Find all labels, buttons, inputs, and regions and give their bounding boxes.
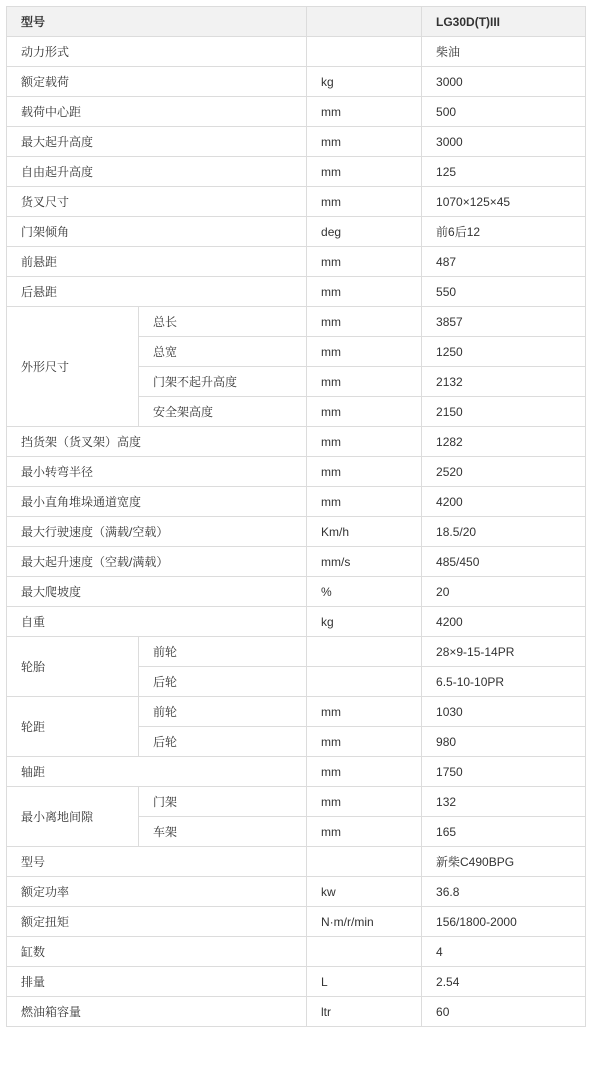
table-row <box>7 217 586 247</box>
table-row <box>7 697 586 727</box>
table-row <box>7 157 586 187</box>
spec-name-cell: 额定载荷 <box>7 67 307 97</box>
spec-value-cell: 125 <box>422 157 586 187</box>
table-row <box>7 187 586 217</box>
spec-unit-cell: mm <box>307 187 422 217</box>
spec-unit-cell: mm <box>307 817 422 847</box>
spec-name-cell: 货叉尺寸 <box>7 187 307 217</box>
spec-value-cell: 2.54 <box>422 967 586 997</box>
spec-value-cell: 3000 <box>422 127 586 157</box>
spec-name-cell: 动力形式 <box>7 37 307 67</box>
spec-subname-cell: 前轮 <box>139 697 307 727</box>
spec-value-cell: 20 <box>422 577 586 607</box>
spec-value-cell: 6.5-10-10PR <box>422 667 586 697</box>
spec-unit-cell: N·m/r/min <box>307 907 422 937</box>
spec-name-cell: 型号 <box>7 847 307 877</box>
spec-unit-cell <box>307 37 422 67</box>
table-row <box>7 787 586 817</box>
spec-unit-cell <box>307 937 422 967</box>
table-row <box>7 847 586 877</box>
spec-group-cell: 外形尺寸 <box>7 307 139 427</box>
spec-name-cell: 燃油箱容量 <box>7 997 307 1027</box>
spec-unit-cell: mm <box>307 757 422 787</box>
spec-unit-cell: mm <box>307 367 422 397</box>
spec-value-cell: 4200 <box>422 487 586 517</box>
spec-unit-cell <box>307 667 422 697</box>
spec-name-cell: 最大起升高度 <box>7 127 307 157</box>
spec-group-cell: 最小离地间隙 <box>7 787 139 847</box>
spec-value-cell: 1070×125×45 <box>422 187 586 217</box>
spec-subname-cell: 后轮 <box>139 727 307 757</box>
table-row <box>7 757 586 787</box>
spec-unit-cell: mm <box>307 487 422 517</box>
table-row <box>7 67 586 97</box>
header-model-cell: LG30D(T)III <box>422 7 586 37</box>
spec-name-cell: 载荷中心距 <box>7 97 307 127</box>
spec-name-cell: 最小转弯半径 <box>7 457 307 487</box>
spec-unit-cell: deg <box>307 217 422 247</box>
spec-value-cell: 156/1800-2000 <box>422 907 586 937</box>
spec-name-cell: 缸数 <box>7 937 307 967</box>
spec-name-cell: 自重 <box>7 607 307 637</box>
table-row <box>7 577 586 607</box>
spec-name-cell: 排量 <box>7 967 307 997</box>
table-row <box>7 937 586 967</box>
spec-subname-cell: 车架 <box>139 817 307 847</box>
table-row <box>7 547 586 577</box>
header-unit-cell <box>307 7 422 37</box>
spec-name-cell: 前悬距 <box>7 247 307 277</box>
spec-table <box>6 6 586 1027</box>
spec-unit-cell: mm <box>307 697 422 727</box>
table-row <box>7 97 586 127</box>
table-row <box>7 637 586 667</box>
table-row <box>7 997 586 1027</box>
table-row <box>7 247 586 277</box>
spec-value-cell: 550 <box>422 277 586 307</box>
table-row <box>7 877 586 907</box>
spec-unit-cell <box>307 637 422 667</box>
table-row <box>7 487 586 517</box>
spec-value-cell: 2520 <box>422 457 586 487</box>
spec-unit-cell: mm <box>307 247 422 277</box>
spec-name-cell: 最大起升速度（空载/满载） <box>7 547 307 577</box>
spec-unit-cell: % <box>307 577 422 607</box>
spec-unit-cell: mm/s <box>307 547 422 577</box>
spec-unit-cell: mm <box>307 127 422 157</box>
spec-value-cell: 165 <box>422 817 586 847</box>
spec-name-cell: 门架倾角 <box>7 217 307 247</box>
spec-unit-cell: kw <box>307 877 422 907</box>
spec-unit-cell: mm <box>307 97 422 127</box>
spec-name-cell: 后悬距 <box>7 277 307 307</box>
spec-name-cell: 额定扭矩 <box>7 907 307 937</box>
spec-table-body <box>7 7 586 1027</box>
spec-unit-cell: mm <box>307 727 422 757</box>
table-header-row <box>7 7 586 37</box>
spec-unit-cell: mm <box>307 787 422 817</box>
spec-name-cell: 自由起升高度 <box>7 157 307 187</box>
table-row <box>7 457 586 487</box>
table-row <box>7 517 586 547</box>
spec-unit-cell: mm <box>307 397 422 427</box>
spec-subname-cell: 门架 <box>139 787 307 817</box>
spec-unit-cell: L <box>307 967 422 997</box>
spec-subname-cell: 总宽 <box>139 337 307 367</box>
spec-name-cell: 最大行驶速度（满载/空载） <box>7 517 307 547</box>
spec-name-cell: 轴距 <box>7 757 307 787</box>
spec-value-cell: 485/450 <box>422 547 586 577</box>
spec-unit-cell: mm <box>307 427 422 457</box>
spec-value-cell: 3857 <box>422 307 586 337</box>
spec-value-cell: 980 <box>422 727 586 757</box>
spec-value-cell: 487 <box>422 247 586 277</box>
spec-name-cell: 额定功率 <box>7 877 307 907</box>
table-row <box>7 907 586 937</box>
spec-value-cell: 18.5/20 <box>422 517 586 547</box>
spec-unit-cell: mm <box>307 457 422 487</box>
table-row <box>7 37 586 67</box>
spec-name-cell: 挡货架（货叉架）高度 <box>7 427 307 457</box>
spec-value-cell: 1250 <box>422 337 586 367</box>
spec-subname-cell: 门架不起升高度 <box>139 367 307 397</box>
spec-unit-cell: kg <box>307 67 422 97</box>
spec-value-cell: 60 <box>422 997 586 1027</box>
spec-value-cell: 2132 <box>422 367 586 397</box>
spec-value-cell: 3000 <box>422 67 586 97</box>
spec-value-cell: 4 <box>422 937 586 967</box>
spec-group-cell: 轮距 <box>7 697 139 757</box>
spec-name-cell: 最大爬坡度 <box>7 577 307 607</box>
spec-value-cell: 500 <box>422 97 586 127</box>
table-row <box>7 607 586 637</box>
spec-unit-cell: mm <box>307 307 422 337</box>
spec-value-cell: 36.8 <box>422 877 586 907</box>
spec-unit-cell: mm <box>307 277 422 307</box>
spec-subname-cell: 后轮 <box>139 667 307 697</box>
spec-value-cell: 132 <box>422 787 586 817</box>
spec-value-cell: 新柴C490BPG <box>422 847 586 877</box>
header-name-cell: 型号 <box>7 7 307 37</box>
spec-value-cell: 4200 <box>422 607 586 637</box>
spec-unit-cell: mm <box>307 337 422 367</box>
spec-subname-cell: 前轮 <box>139 637 307 667</box>
spec-group-cell: 轮胎 <box>7 637 139 697</box>
table-row <box>7 277 586 307</box>
table-row <box>7 967 586 997</box>
spec-value-cell: 2150 <box>422 397 586 427</box>
spec-value-cell: 28×9-15-14PR <box>422 637 586 667</box>
table-row <box>7 307 586 337</box>
spec-value-cell: 1030 <box>422 697 586 727</box>
spec-value-cell: 前6后12 <box>422 217 586 247</box>
spec-subname-cell: 总长 <box>139 307 307 337</box>
table-row <box>7 127 586 157</box>
spec-unit-cell: ltr <box>307 997 422 1027</box>
spec-unit-cell: mm <box>307 157 422 187</box>
spec-value-cell: 柴油 <box>422 37 586 67</box>
table-row <box>7 427 586 457</box>
spec-name-cell: 最小直角堆垛通道宽度 <box>7 487 307 517</box>
spec-subname-cell: 安全架高度 <box>139 397 307 427</box>
spec-value-cell: 1282 <box>422 427 586 457</box>
spec-unit-cell <box>307 847 422 877</box>
spec-unit-cell: Km/h <box>307 517 422 547</box>
spec-unit-cell: kg <box>307 607 422 637</box>
spec-value-cell: 1750 <box>422 757 586 787</box>
